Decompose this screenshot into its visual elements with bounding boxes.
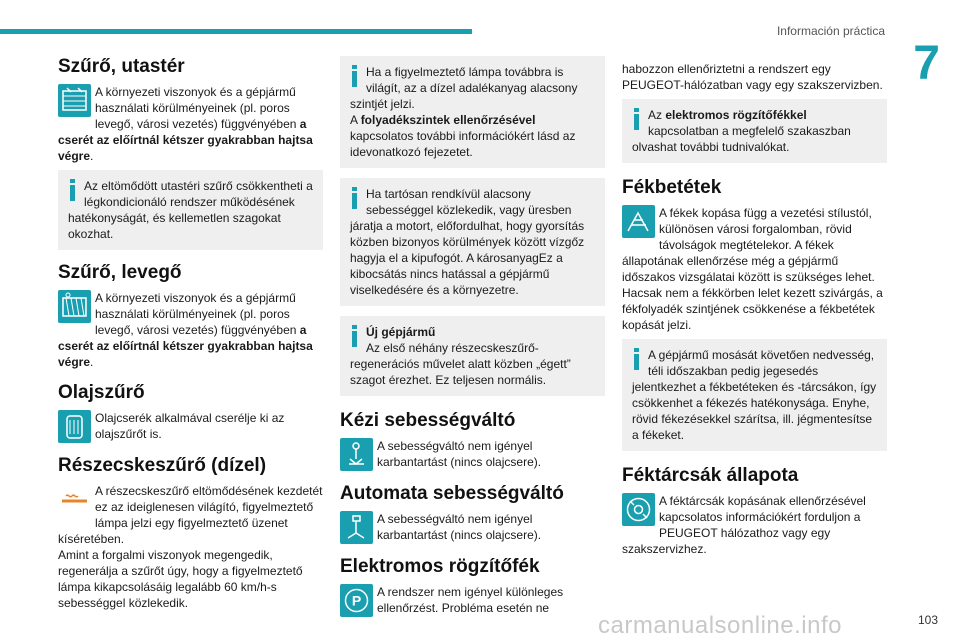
section-air-filter [58,262,323,370]
paragraph: A sebességváltó nem igényel karbantartást (nincs olajcsere). [340,511,605,544]
info-note: Ha a figyelmeztető lámpa továbbra is világít, az a dízel adalékanyag alacsony szintjét jelzi. A folyadékszintek ellenőrzésével kapcsolatos további információkért lásd az idevonatkozó fejezetet. [340,56,605,168]
paragraph: A sebességváltó nem igényel karbantartást (nincs olajcsere). [340,438,605,471]
section-brake-discs [622,465,887,557]
brake-pads-icon [622,205,655,238]
info-note: Az eltömődött utastéri szűrő csökkentheti a légkondicionáló rendszer működésének hatékonyságát, és kellemetlen szagokat okozhat. [58,170,323,250]
section-title: Szűrő, levegő [58,262,182,283]
chapter-number: 7 [913,37,940,90]
section-title: Kézi sebességváltó [340,410,516,431]
section-automatic-gearbox [340,483,605,544]
paragraph: A környezeti viszonyok és a gépjármű használati körülményeinek (pl. poros levegő, városi vezetés) függvényében a cserét az előírtnál kétszer gyakrabban hajtsa végre. [58,85,313,163]
info-icon [68,179,78,201]
section-title: Féktárcsák állapota [622,465,799,486]
brake-disc-icon [622,493,655,526]
info-icon [350,187,360,209]
section-oil-filter [58,382,323,443]
info-icon [632,108,642,130]
info-note: Ha tartósan rendkívül alacsony sebességgel közlekedik, vagy üresben járatja a motort, előfordulhat, hogy gyorsítás közben bizonyos körülmények között vízgőz hagyja el a kipufogót. A károsanyagEz a kibocsátás nincs hatással a gépjármű viselkedésére és a környezetre. [340,178,605,306]
section-title: Elektromos rögzítőfék [340,556,540,577]
paragraph: Amint a forgalmi viszonyok megengedik, regenerálja a szűrőt úgy, hogy a figyelmeztető lámpa kikapcsolásáig legalább 60 km/h-s sebességgel közlekedik. [58,548,303,610]
paragraph: A fékek kopása függ a vezetési stílustól, különösen városi forgalomban, rövid távolságok megtételekor. A fékek állapotának ellenőrzése még a gépjármű időszakos vizsgálatai között is szükséges lehet. [622,206,875,284]
paragraph: Hacsak nem a fékkörben lelet kezett szivárgás, a fékfolyadék szintjének csökkenése a fékbetétek kopását jelzi. [622,286,883,332]
column-3 [622,56,887,569]
section-title: Szűrő, utastér [58,56,185,77]
page-number: 103 [917,613,938,627]
section-title: Olajszűrő [58,382,145,403]
paragraph: Olajcserék alkalmával cserélje ki az olajszűrőt is. [58,410,323,443]
parking-brake-icon [340,584,373,617]
section-electric-parking-brake [340,556,605,617]
paragraph: P A rendszer nem igényel különleges ellenőrzést. Probléma esetén ne [340,584,605,617]
header-title: Información práctica [776,24,885,38]
watermark: carmanualsonline.info [598,612,842,639]
section-title: Automata sebességváltó [340,483,564,504]
section-cabin-filter [58,56,323,250]
paragraph: A részecskeszűrő eltömődésének kezdetét ez az ideiglenesen világító, figyelmeztető lámpa jelzi egy figyelmeztető üzenet kíséretében. [58,484,323,546]
info-note: Az elektromos rögzítőfékkel kapcsolatban a megfelelő szakaszban olvashat további tudnivalókat. [622,99,887,163]
info-icon [632,348,642,370]
cabin-filter-icon [58,84,91,117]
oil-filter-icon [58,410,91,443]
info-icon [350,65,360,87]
particle-filter-warning-icon [58,483,91,516]
paragraph: habozzon ellenőriztetni a rendszert egy PEUGEOT-hálózatban vagy egy szakszervizben. [622,62,883,92]
column-2 [340,56,605,629]
manual-gearbox-icon [340,438,373,471]
section-title: Fékbetétek [622,177,722,198]
svg-text:P: P [351,592,362,609]
section-particle-filter [58,455,323,611]
paragraph: A féktárcsák kopásának ellenőrzésével kapcsolatos információkért forduljon a PEUGEOT hálózathoz vagy egy szakszervizhez. [622,494,866,556]
section-title: Részecskeszűrő (dízel) [58,455,267,476]
info-note: A gépjármű mosását követően nedvesség, téli időszakban pedig jegesedés jelentkezhet a fékbetéteken és -tárcsákon, így csökkenhet a fékezés hatékonysága. Enyhe, rövid fékezésekkel szárítsa, ill. jégmentesítse a fékeket. [622,339,887,451]
paragraph: A környezeti viszonyok és a gépjármű használati körülményeinek (pl. poros levegő, városi vezetés) függvényében a cserét az előírtnál kétszer gyakrabban hajtsa végre. [58,291,313,369]
info-note-new-vehicle: Új gépjármű Az első néhány részecskeszűrő-regenerációs művelet alatt közben „égett” szagot érezhet. Ez teljesen normális. [340,316,605,396]
header-accent-bar [0,29,472,34]
info-icon [350,325,360,347]
column-1 [58,56,323,623]
air-filter-icon [58,290,91,323]
section-manual-gearbox [340,410,605,471]
automatic-gearbox-icon [340,511,373,544]
section-brake-pads [622,177,887,451]
